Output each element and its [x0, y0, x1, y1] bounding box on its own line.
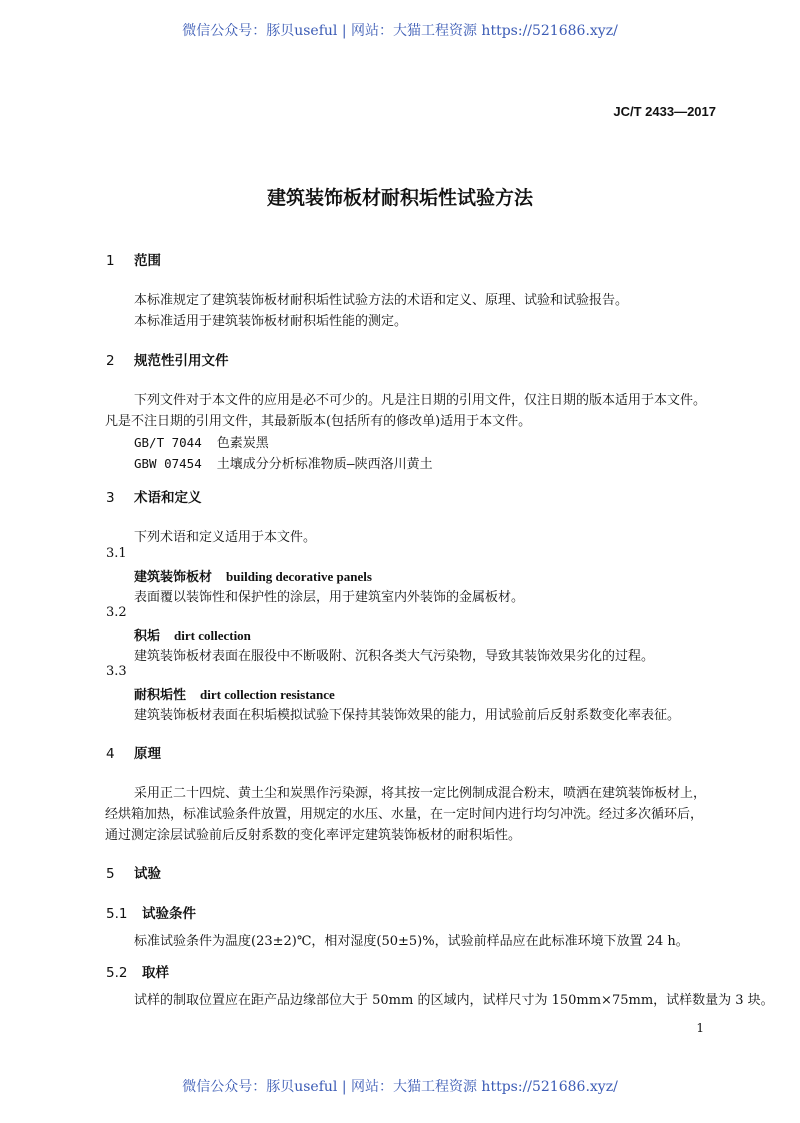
term-heading [134, 625, 251, 644]
section-number: 5 [106, 866, 115, 882]
section-title: 规范性引用文件 [134, 353, 229, 369]
section-4-heading [106, 742, 161, 762]
paragraph-line: 下列文件对于本文件的应用是必不可少的。凡是注日期的引用文件，仅注日期的版本适用于本文件。 [134, 393, 707, 408]
section-number: 2 [106, 353, 115, 369]
watermark-bottom: 微信公众号：豚贝useful | 网站：大猫工程资源 https://521686.xyz/ [182, 1079, 618, 1095]
subsection-title: 取样 [142, 965, 169, 981]
term-heading [134, 684, 335, 703]
paragraph-line: 凡是不注日期的引用文件，其最新版本(包括所有的修改单)适用于本文件。 [105, 414, 532, 429]
watermark-top: 微信公众号：豚贝useful | 网站：大猫工程资源 https://521686.xyz/ [182, 23, 618, 39]
term-heading [134, 566, 372, 585]
paragraph-line: 通过测定涂层试验前后反射系数的变化率评定建筑装饰板材的耐积垢性。 [105, 828, 522, 843]
section-title: 范围 [134, 253, 161, 269]
term-zh: 建筑装饰板材 [134, 570, 213, 585]
term-zh: 耐积垢性 [134, 688, 187, 703]
standard-number: JC/T 2433—2017 [613, 104, 716, 119]
term-en: dirt collection [174, 628, 251, 643]
section-number: 3 [106, 490, 115, 506]
paragraph: 本标准规定了建筑装饰板材耐积垢性试验方法的术语和定义、原理、试验和试验报告。 [134, 293, 629, 308]
paragraph-line: 经烘箱加热，标准试验条件放置，用规定的水压、水量，在一定时间内进行均匀冲洗。经过多次循环后， [105, 807, 704, 822]
term-en: building decorative panels [226, 569, 372, 584]
term-definition: 建筑装饰板材表面在服役中不断吸附、沉积各类大气污染物，导致其装饰效果劣化的过程。 [134, 649, 655, 664]
term-zh: 积垢 [134, 629, 161, 644]
subsection-number: 5.1 [106, 906, 128, 922]
reference-item [134, 453, 433, 472]
reference-name: 土壤成分分析标准物质—陕西洛川黄土 [216, 457, 433, 472]
term-en: dirt collection resistance [200, 687, 335, 702]
term-definition: 表面覆以装饰性和保护性的涂层，用于建筑室内外装饰的金属板材。 [134, 590, 525, 605]
subsection-5-1-heading [106, 902, 196, 922]
reference-code: GB/T 7044 [134, 435, 202, 450]
paragraph: 下列术语和定义适用于本文件。 [134, 530, 317, 545]
subsection-5-2-heading [106, 961, 169, 981]
section-1-heading [106, 249, 161, 269]
section-title: 原理 [134, 746, 161, 762]
paragraph: 标准试验条件为温度(23±2)℃，相对湿度(50±5)%，试验前样品应在此标准环境下放置 24 h。 [134, 934, 689, 949]
section-2-heading [106, 349, 229, 369]
page-title: 建筑装饰板材耐积垢性试验方法 [266, 187, 533, 209]
paragraph: 试样的制取位置应在距产品边缘部位大于 50mm 的区域内，试样尺寸为 150mm×75mm，试样数量为 3 块。 [134, 993, 774, 1008]
reference-name: 色素炭黑 [216, 436, 269, 451]
term-definition: 建筑装饰板材表面在积垢模拟试验下保持其装饰效果的能力，用试验前后反射系数变化率表征。 [134, 708, 681, 723]
reference-item [134, 432, 269, 451]
section-5-heading [106, 862, 161, 882]
section-number: 4 [106, 746, 115, 762]
term-number: 3.2 [106, 605, 127, 620]
term-number: 3.3 [106, 664, 127, 679]
section-3-heading [106, 486, 202, 506]
subsection-title: 试验条件 [142, 906, 196, 922]
subsection-number: 5.2 [106, 965, 128, 981]
page-number: 1 [696, 1021, 704, 1035]
section-number: 1 [106, 253, 115, 269]
paragraph-line: 采用正二十四烷、黄土尘和炭黑作污染源，将其按一定比例制成混合粉末，喷洒在建筑装饰板材上， [134, 786, 707, 801]
term-number: 3.1 [106, 546, 127, 561]
paragraph: 本标准适用于建筑装饰板材耐积垢性能的测定。 [134, 314, 408, 329]
section-title: 试验 [134, 866, 161, 882]
section-title: 术语和定义 [134, 490, 202, 506]
reference-code: GBW 07454 [134, 456, 202, 471]
